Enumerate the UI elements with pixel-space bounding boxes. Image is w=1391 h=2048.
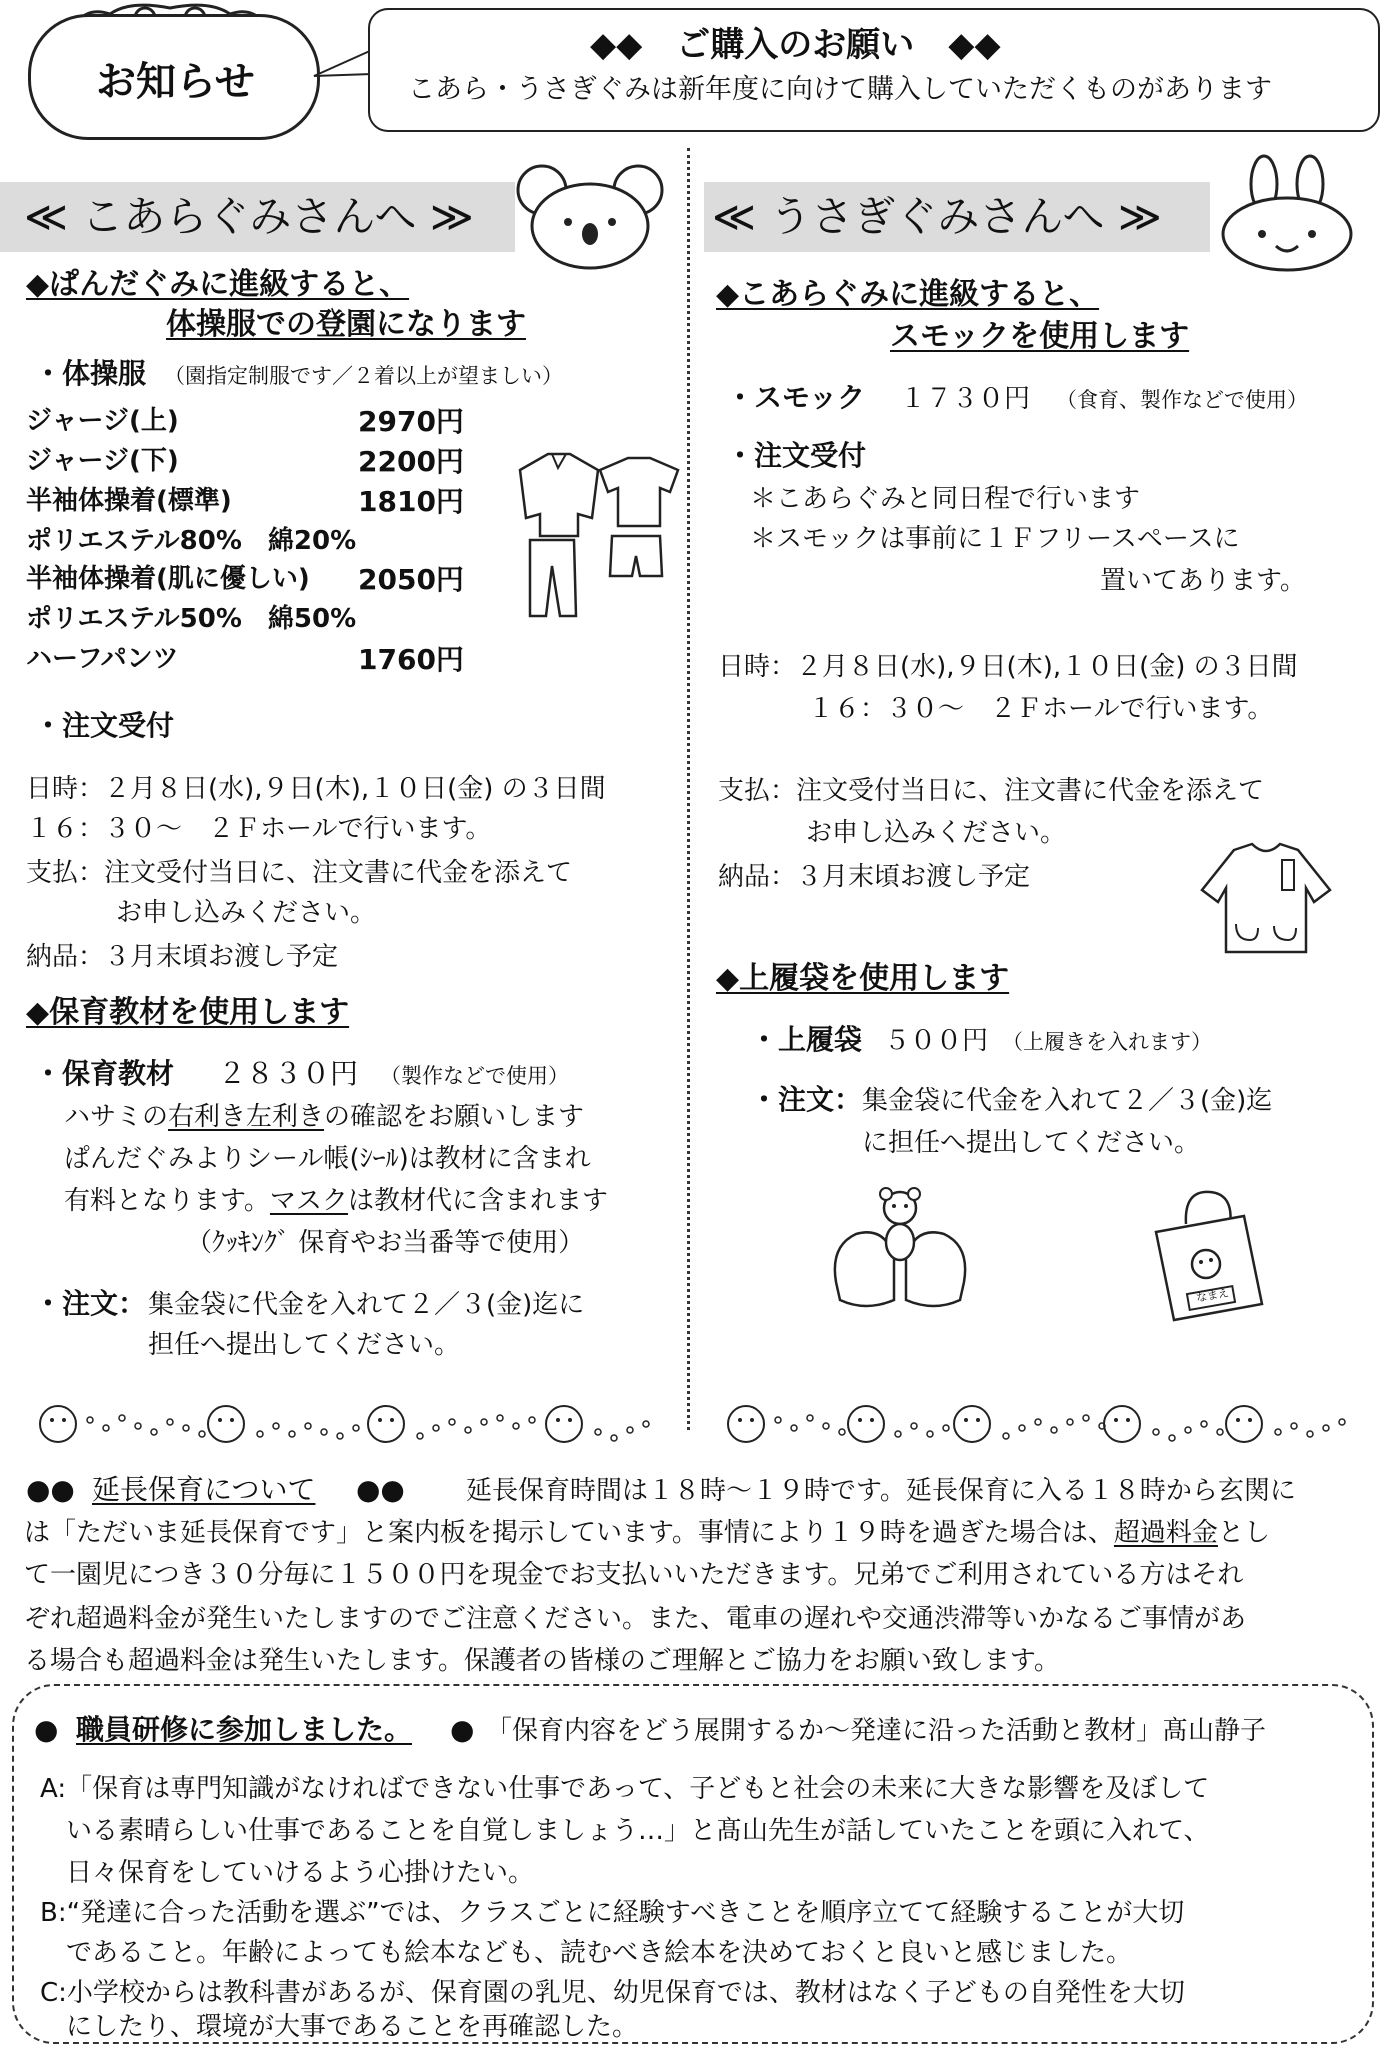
koala-date-line: 日時：２月８日(水),９日(木),１０日(金) の３日間 — [26, 774, 606, 804]
training-line: にしたり、環境が大事であることを再確認した。 — [40, 2012, 639, 2042]
koala-promo-line2: 体操服での登園になります — [166, 307, 526, 342]
bag-name-tag: なまえ — [1195, 1286, 1230, 1305]
indoor-shoes-illustration — [826, 1186, 974, 1314]
materials-line4: （ｸｯｷﾝｸﾞ 保育やお当番等で使用） — [186, 1228, 585, 1258]
usagi-delivery-line: 納品：３月末頃お渡し予定 — [718, 862, 1031, 892]
price-item: ハーフパンツ — [26, 644, 179, 674]
materials-line2: ぱんだぐみよりシール帳(ｼｰﾙ)は教材に含まれ — [64, 1144, 591, 1174]
usagi-payment-line2: お申し込みください。 — [806, 818, 1067, 848]
materials-order-line2: 担任へ提出してください。 — [148, 1330, 461, 1360]
extended-title-prefix: ●● — [26, 1473, 75, 1506]
materials-order-label: ・注文： — [34, 1287, 147, 1320]
extended-line1: 延長保育時間は１８時～１９時です。延長保育に入る１８時から玄関に — [466, 1476, 1296, 1506]
column-divider — [687, 148, 690, 1430]
mask-text: マスク — [269, 1186, 348, 1216]
materials-price: ２８３０円 — [218, 1057, 359, 1090]
materials-note: （製作などで使用） — [380, 1064, 569, 1088]
extended-line2-a: は「ただいま延長保育です」と案内板を掲示しています。事情により１９時を過ぎた場合は、 — [24, 1518, 1114, 1548]
koala-heading: ≪ こあらぐみさんへ ≫ — [24, 192, 474, 241]
shoebag-note: （上履きを入れます） — [1002, 1030, 1212, 1054]
notice-badge-label: お知らせ — [96, 59, 255, 105]
rabbit-face-icon — [1212, 154, 1362, 272]
price-item: 半袖体操着(標準) — [26, 486, 232, 516]
training-line: いる素晴らしい仕事であることを自覚しましょう…」と髙山先生が話していたことを頭に入れて、 — [40, 1816, 1210, 1846]
usagi-date-line: 日時：２月８日(水),９日(木),１０日(金) の３日間 — [718, 652, 1298, 682]
material-composition: ポリエステル50% 綿50% — [26, 604, 357, 634]
koala-time-line: １６：３０～ ２Ｆホールで行います。 — [26, 814, 492, 844]
shoebag-heading: ◆上履袋を使用します — [716, 961, 1010, 996]
materials-line1-a: ハサミの — [64, 1102, 169, 1132]
training-line: 日々保育をしていけるよう心掛けたい。 — [40, 1858, 535, 1888]
usagi-note1: ＊こあらぐみと同日程で行います — [750, 484, 1141, 514]
materials-heading: ◆保育教材を使用します — [26, 995, 350, 1030]
materials-line1 — [64, 1104, 584, 1130]
training-title: 職員研修に参加しました。 — [76, 1713, 413, 1746]
overtime-fee-text: 超過料金 — [1113, 1518, 1218, 1548]
koala-promo-line1: ◆ぱんだぐみに進級すると、 — [26, 267, 410, 302]
price-item: 半袖体操着(肌に優しい) — [26, 564, 310, 594]
extended-title: 延長保育について — [92, 1473, 316, 1506]
materials-order-line1: 集金袋に代金を入れて２／３(金)迄に — [148, 1290, 585, 1320]
materials-line3-c: は教材代に含まれます — [347, 1186, 608, 1216]
materials-line3-a: 有料となります。 — [64, 1186, 270, 1216]
bird-dots-border-left — [30, 1396, 670, 1452]
gym-clothes-illustration — [500, 440, 684, 620]
materials-line3 — [64, 1188, 608, 1214]
koala-delivery-line: 納品：３月末頃お渡し予定 — [26, 942, 339, 972]
shoebag-label: ・上履袋 — [750, 1023, 863, 1056]
training-line: C:小学校からは教科書があるが、保育園の乳児、幼児保育では、教材はなく子どもの自発性を大切 — [40, 1978, 1185, 2008]
usagi-order-label: ・注文受付 — [726, 439, 867, 472]
smock-note: （食育、製作などで使用） — [1056, 388, 1308, 412]
usagi-promo-line1: ◆こあらぐみに進級すると、 — [716, 277, 1100, 312]
shoebag-price: ５００円 — [884, 1026, 989, 1056]
training-line: B:“発達に合った活動を選ぶ”では、クラスごとに経験すべきことを順序立てて経験することが大切 — [40, 1898, 1185, 1928]
extended-line2 — [24, 1520, 1270, 1546]
usagi-promo-line2: スモックを使用します — [890, 319, 1190, 354]
smock-label: ・スモック — [726, 381, 866, 414]
price-value: 2050円 — [358, 563, 464, 596]
training-bullet: ● — [34, 1713, 59, 1746]
usagi-note2: ＊スモックは事前に１Ｆフリースペースに — [750, 524, 1240, 554]
smock-illustration — [1196, 840, 1336, 960]
extended-line4: ぞれ超過料金が発生いたしますのでご注意ください。また、電車の遅れや交通渋滞等いかなるご事情があ — [24, 1604, 1247, 1634]
price-value: 2970円 — [358, 405, 464, 438]
shoebag-order-line1: 集金袋に代金を入れて２／３(金)迄 — [862, 1086, 1273, 1116]
handedness-text: 右利き左利き — [168, 1102, 325, 1132]
extended-title-suffix: ●● — [356, 1473, 405, 1506]
price-value: 2200円 — [358, 445, 464, 478]
price-value: 1810円 — [358, 485, 464, 518]
speech-bubble-tail — [310, 40, 374, 90]
usagi-time-line: １６：３０～ ２Ｆホールで行います。 — [808, 694, 1274, 724]
purchase-request-title: ◆◆ ご購入のお願い ◆◆ — [590, 25, 1001, 65]
training-bullet2: ● — [450, 1713, 475, 1746]
price-value: 1760円 — [358, 643, 464, 676]
koala-order-label: ・注文受付 — [34, 709, 175, 742]
extended-line5: る場合も超過料金は発生いたします。保護者の皆様のご理解とご協力をお願い致します。 — [24, 1646, 1060, 1676]
koala-payment-line2: お申し込みください。 — [116, 898, 377, 928]
uniform-note: （園指定制服です／２着以上が望ましい） — [164, 364, 563, 388]
materials-label: ・保育教材 — [34, 1057, 175, 1090]
price-item: ジャージ(上) — [26, 406, 179, 436]
extended-line3: て一園児につき３０分毎に１５００円を現金でお支払いいただきます。兄弟でご利用されている方はそれ — [24, 1560, 1244, 1590]
materials-line1-c: の確認をお願いします — [324, 1102, 585, 1132]
shoebag-order-line2: に担任へ提出してください。 — [862, 1128, 1201, 1158]
koala-payment-line1: 支払：注文受付当日に、注文書に代金を添えて — [26, 858, 573, 888]
usagi-note3: 置いてあります。 — [1100, 566, 1306, 596]
shoebag-order-label: ・注文： — [750, 1083, 863, 1116]
training-subtitle: 「保育内容をどう展開するか～発達に沿った活動と教材」髙山静子 — [486, 1716, 1267, 1746]
usagi-heading: ≪ うさぎぐみさんへ ≫ — [712, 192, 1162, 241]
training-line: であること。年齢によっても絵本なども、読むべき絵本を決めておくと良いと感じました。 — [40, 1938, 1133, 1968]
usagi-payment-line1: 支払：注文受付当日に、注文書に代金を添えて — [718, 776, 1265, 806]
smock-price: １７３０円 — [900, 384, 1031, 414]
material-composition: ポリエステル80% 綿20% — [26, 526, 357, 556]
uniform-label: ・体操服 — [34, 357, 147, 390]
koala-face-icon — [516, 160, 664, 272]
shoe-bag-illustration — [1134, 1186, 1274, 1326]
bird-dots-border-right — [718, 1396, 1358, 1452]
purchase-request-subtitle: こあら・うさぎぐみは新年度に向けて購入していただくものがあります — [408, 74, 1272, 105]
training-line: A:「保育は専門知識がなければできない仕事であって、子どもと社会の未来に大きな影響を及ぼして — [40, 1774, 1210, 1804]
extended-line2-c: とし — [1217, 1518, 1270, 1548]
price-item: ジャージ(下) — [26, 446, 179, 476]
